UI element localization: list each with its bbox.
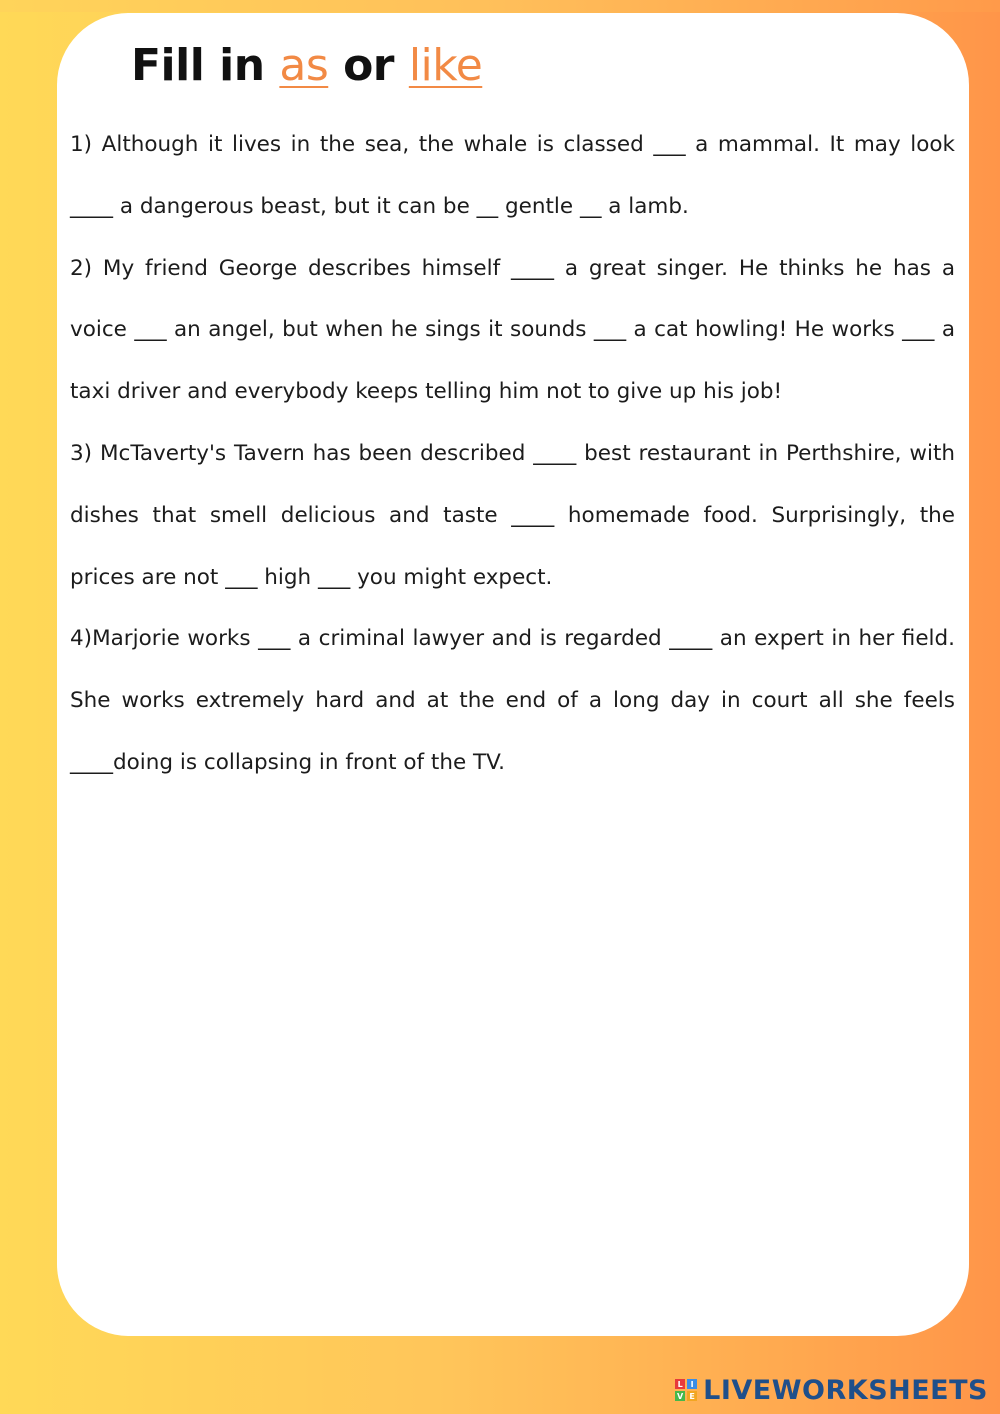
title-word-as: as — [279, 40, 329, 91]
logo-letter-i: I — [687, 1379, 697, 1389]
liveworksheets-logo[interactable] — [675, 1372, 988, 1408]
logo-wordmark: LIVEWORKSHEETS — [703, 1374, 988, 1406]
title-part-fill-in: Fill in — [131, 40, 280, 91]
exercise-paragraph-2: 2) My friend George describes himself ____ a great singer. He thinks he has a voice ___ an angel, but when he sings it sounds ___ a cat howling! He works ___ a taxi driver and everybody keeps telling him not to give up his job! — [70, 255, 955, 405]
title-word-like: like — [408, 40, 483, 91]
logo-letter-e: E — [687, 1391, 697, 1401]
worksheet-title — [131, 40, 482, 91]
exercise-paragraph-3: 3) McTaverty's Tavern has been described ____ best restaurant in Perthshire, with dishes that smell delicious and taste ____ homemade food. Surprisingly, the prices are not ___ high ___ you might expect. — [70, 440, 955, 590]
top-strip — [0, 0, 1000, 12]
exercise-paragraph-1: 1) Although it lives in the sea, the whale is classed ___ a mammal. It may look ____ a dangerous beast, but it can be __ gentle __ a lamb. — [70, 132, 955, 219]
title-word-or: or — [328, 40, 409, 91]
exercise-body — [70, 114, 955, 794]
exercise-paragraph-4: 4)Marjorie works ___ a criminal lawyer and is regarded ____ an expert in her field. She works extremely hard and at the end of a long day in court all she feels ____doing is collapsing in front of the TV. — [70, 626, 955, 775]
logo-mark-icon — [675, 1379, 697, 1401]
logo-letter-v: V — [677, 1391, 684, 1401]
logo-letter-l: L — [675, 1379, 685, 1389]
